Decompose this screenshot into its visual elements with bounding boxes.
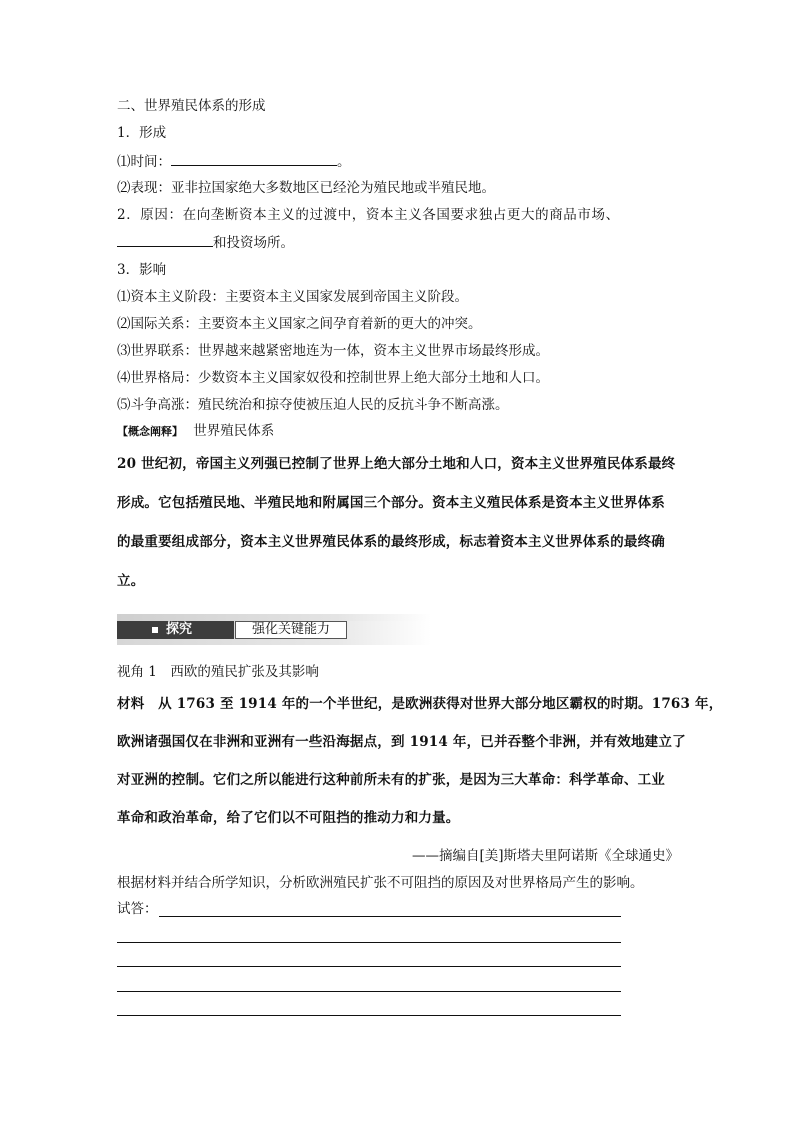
impact-5: ⑸斗争高涨：殖民统治和掠夺使被压迫人民的反抗斗争不断高涨。 [117,397,509,413]
concept-paragraph [117,452,679,592]
time-label: ⑴时间： [117,154,171,170]
material-line: 材料 从 1763 至 1914 年的一个半世纪，是欧洲获得对世界大部分地区霸权的时期。1763 年， [117,696,723,712]
answer-line[interactable] [117,966,621,967]
time-blank[interactable] [171,151,337,166]
concept-tag: 【概念阐释】 [117,425,183,438]
reason-line-1: 2．原因：在向垄断资本主义的过渡中，资本主义各国要求独占更大的商品市场、 [117,207,620,223]
item-1-title: 1．形成 [117,125,167,141]
answer-label: 试答： [117,901,158,917]
material-line: 欧洲诸强国仅在非洲和亚洲有一些沿海据点，到 1914 年，已并吞整个非洲，并有效地建立了 [117,734,686,750]
item-3-title: 3．影响 [117,262,167,278]
material-line: 革命和政治革命，给了它们以不可阻挡的推动力和力量。 [117,810,460,826]
answer-line[interactable] [117,991,621,992]
time-line [117,151,351,172]
answer-line[interactable] [117,1015,621,1016]
time-end: 。 [337,154,351,170]
material-line: 对亚洲的控制。它们之所以能进行这种前所未有的扩张，是因为三大革命：科学革命、工业 [117,772,665,788]
banner-dark-block [117,621,234,639]
concept-line: 20 世纪初，帝国主义列强已控制了世界上绝大部分土地和人口，资本主义世界殖民体系最终 [117,456,676,472]
performance-line: ⑵表现：亚非拉国家绝大多数地区已经沦为殖民地或半殖民地。 [117,180,495,196]
section-banner [117,614,431,645]
banner-stripe-top [117,614,431,621]
concept-heading [117,421,274,442]
impact-3: ⑶世界联系：世界越来越紧密地连为一体，资本主义世界市场最终形成。 [117,343,549,359]
material-paragraph [117,692,723,832]
reason-line-2 [117,232,294,253]
section-heading: 二、世界殖民体系的形成 [117,98,266,114]
reason-suffix: 和投资场所。 [213,235,294,251]
material-source: ——摘编自[美]斯塔夫里阿诺斯《全球通史》 [411,848,679,864]
perspective-heading: 视角 1 西欧的殖民扩张及其影响 [117,664,319,680]
impact-2: ⑵国际关系：主要资本主义国家之间孕育着新的更大的冲突。 [117,316,482,332]
banner-left-label: 探究 [166,622,193,637]
answer-line[interactable] [159,916,621,917]
question-text: 根据材料并结合所学知识，分析欧洲殖民扩张不可阻挡的原因及对世界格局产生的影响。 [117,875,644,891]
concept-term: 世界殖民体系 [193,423,275,439]
impact-4: ⑷世界格局：少数资本主义国家奴役和控制世界上绝大部分土地和人口。 [117,370,549,386]
answer-line[interactable] [117,942,621,943]
banner-stripe-bottom [117,639,431,645]
concept-line: 的最重要组成部分，资本主义世界殖民体系的最终形成，标志着资本主义世界体系的最终确 [117,534,665,550]
concept-line: 形成。它包括殖民地、半殖民地和附属国三个部分。资本主义殖民体系是资本主义世界体系 [117,495,665,511]
concept-line: 立。 [117,573,145,589]
market-blank[interactable] [117,232,213,247]
impact-1: ⑴资本主义阶段：主要资本主义国家发展到帝国主义阶段。 [117,289,468,305]
banner-right-label: 强化关键能力 [235,621,347,639]
square-bullet-icon [152,627,158,633]
